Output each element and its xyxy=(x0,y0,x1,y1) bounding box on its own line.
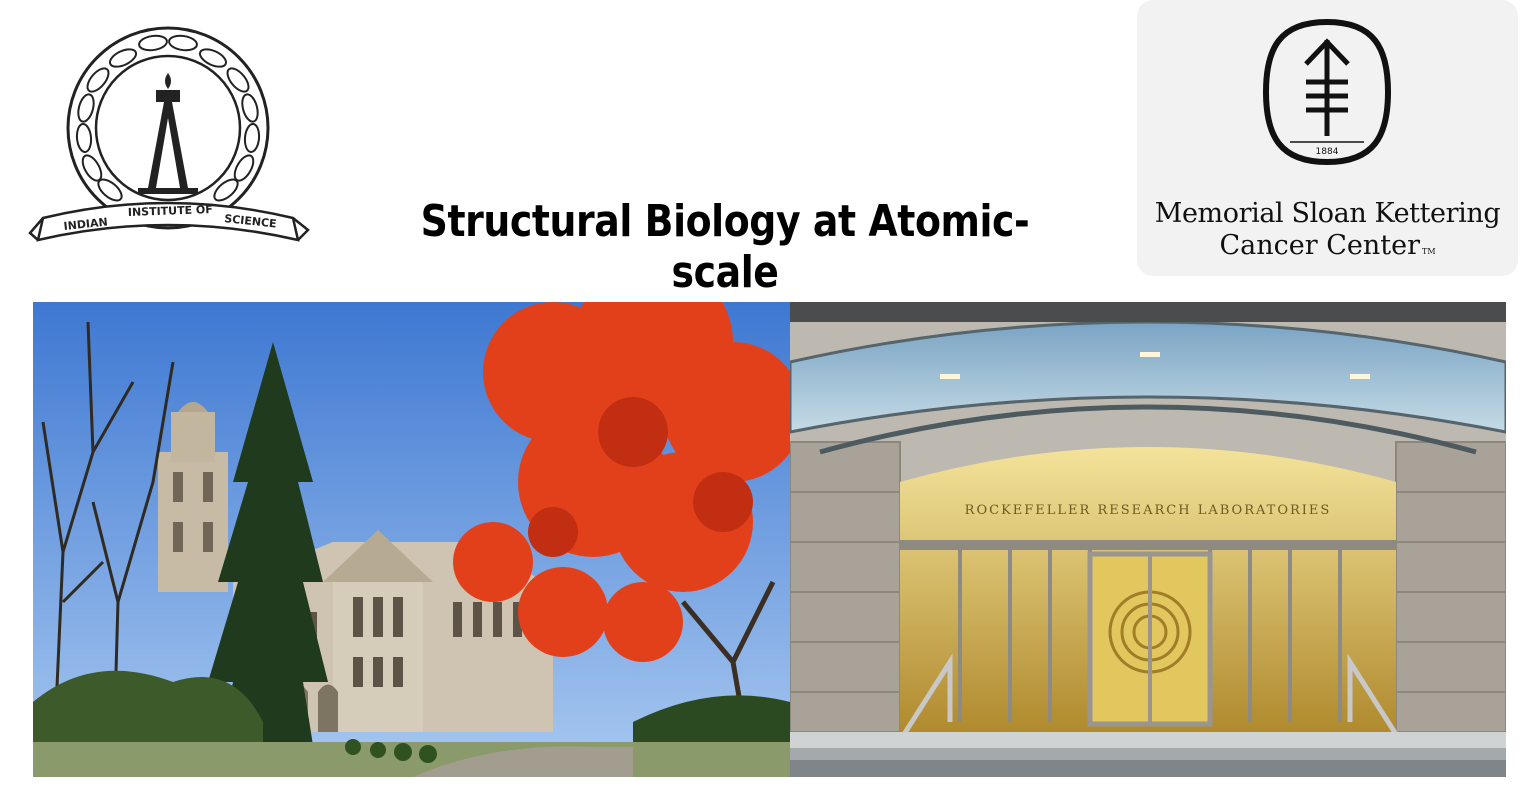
mskcc-logo xyxy=(1137,0,1518,276)
iisc-campus-photo xyxy=(33,302,790,777)
mskcc-tree-icon xyxy=(1260,18,1394,166)
iisc-seal-icon xyxy=(28,18,313,258)
stone-column-right xyxy=(1396,442,1506,732)
trademark-mark: TM xyxy=(1421,247,1436,256)
page-title: Structural Biology at Atomic-scale xyxy=(420,196,1030,298)
stone-column-left xyxy=(790,442,900,732)
ribbon-word-3: SCIENCE xyxy=(223,212,278,231)
mskcc-name-line2-text: Cancer Center xyxy=(1219,230,1420,261)
rockefeller-lab-photo xyxy=(790,302,1506,777)
iisc-logo xyxy=(28,18,313,258)
ribbon-word-2: INSTITUTE OF xyxy=(127,203,214,219)
facade-inscription: ROCKEFELLER RESEARCH LABORATORIES xyxy=(964,503,1332,518)
mskcc-name-line1: Memorial Sloan Kettering xyxy=(1154,198,1501,229)
lawn xyxy=(33,742,790,777)
steps xyxy=(790,732,1506,748)
mskcc-year: 1884 xyxy=(1315,147,1339,157)
revolving-door xyxy=(1090,554,1210,724)
ribbon-word-1: INDIAN xyxy=(62,215,109,233)
mskcc-name-line2 xyxy=(1137,230,1518,268)
